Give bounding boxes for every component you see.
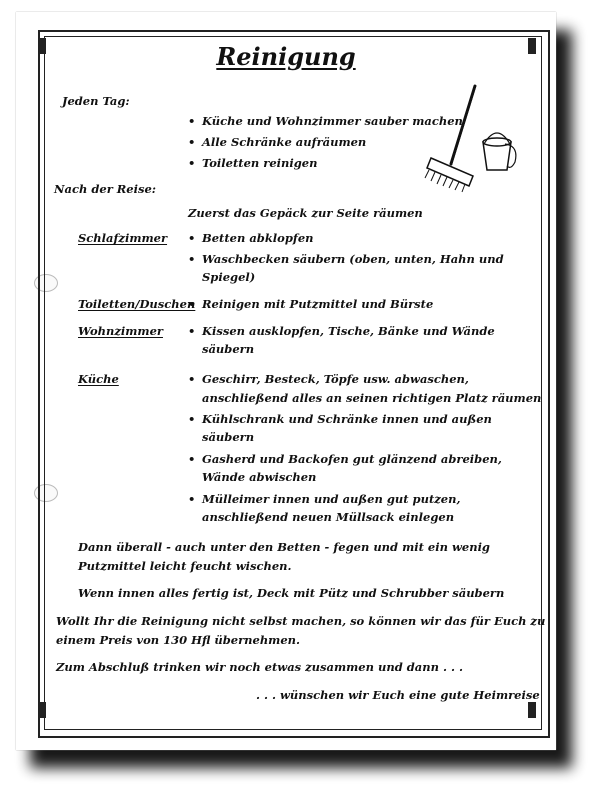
page-title: Reinigung	[216, 42, 356, 71]
list-item-continuation: anschließend neuen Müllsack einlegen	[202, 510, 455, 524]
room-label-bedroom: Schlafzimmer	[78, 231, 168, 245]
after-trip-heading: Nach der Reise:	[54, 182, 157, 196]
list-item-continuation: Spiegel)	[202, 270, 256, 284]
list-item: • Betten abklopfen	[202, 229, 314, 248]
list-item-continuation: Wände abwischen	[202, 470, 317, 484]
document-page	[16, 12, 556, 750]
room-label-living-room: Wohnzimmer	[78, 324, 163, 338]
list-item: • Kühlschrank und Schränke innen und außen	[202, 410, 492, 429]
list-item: • Gasherd und Backofen gut glänzend abreiben,	[202, 450, 502, 469]
list-item: • Küche und Wohnzimmer sauber machen	[202, 112, 463, 131]
closing-paragraph-line: Zum Abschluß trinken wir noch etwas zusammen und dann . . .	[56, 660, 463, 674]
broom-and-bucket-icon	[421, 82, 521, 197]
closing-paragraph-line: Wenn innen alles fertig ist, Deck mit Pütz und Schrubber säubern	[78, 586, 505, 600]
after-trip-intro: Zuerst das Gepäck zur Seite räumen	[188, 206, 423, 220]
farewell-line: . . . wünschen wir Euch eine gute Heimreise	[256, 688, 540, 702]
room-label-kitchen: Küche	[78, 372, 119, 386]
closing-paragraph-line: Putzmittel leicht feucht wischen.	[78, 559, 292, 573]
list-item: • Waschbecken säubern (oben, unten, Hahn und	[202, 250, 504, 269]
list-item-continuation: anschließend alles an seinen richtigen Platz räumen	[202, 391, 542, 405]
daily-heading: Jeden Tag:	[62, 94, 130, 108]
closing-paragraph-line: einem Preis von 130 Hfl übernehmen.	[56, 633, 301, 647]
list-item: • Reinigen mit Putzmittel und Bürste	[202, 295, 433, 314]
corner-ornament	[38, 702, 46, 718]
list-item: • Geschirr, Besteck, Töpfe usw. abwaschen,	[202, 370, 469, 389]
list-item: • Toiletten reinigen	[202, 154, 317, 173]
closing-paragraph-line: Wollt Ihr die Reinigung nicht selbst machen, so können wir das für Euch zu	[56, 614, 546, 628]
list-item-continuation: säubern	[202, 342, 255, 356]
room-label-toilets: Toiletten/Duschen	[78, 297, 196, 311]
list-item: • Mülleimer innen und außen gut putzen,	[202, 490, 460, 509]
list-item: • Kissen ausklopfen, Tische, Bänke und Wände	[202, 322, 495, 341]
list-item-continuation: säubern	[202, 430, 255, 444]
list-item: • Alle Schränke aufräumen	[202, 133, 366, 152]
closing-paragraph-line: Dann überall - auch unter den Betten - fegen und mit ein wenig	[78, 540, 490, 554]
